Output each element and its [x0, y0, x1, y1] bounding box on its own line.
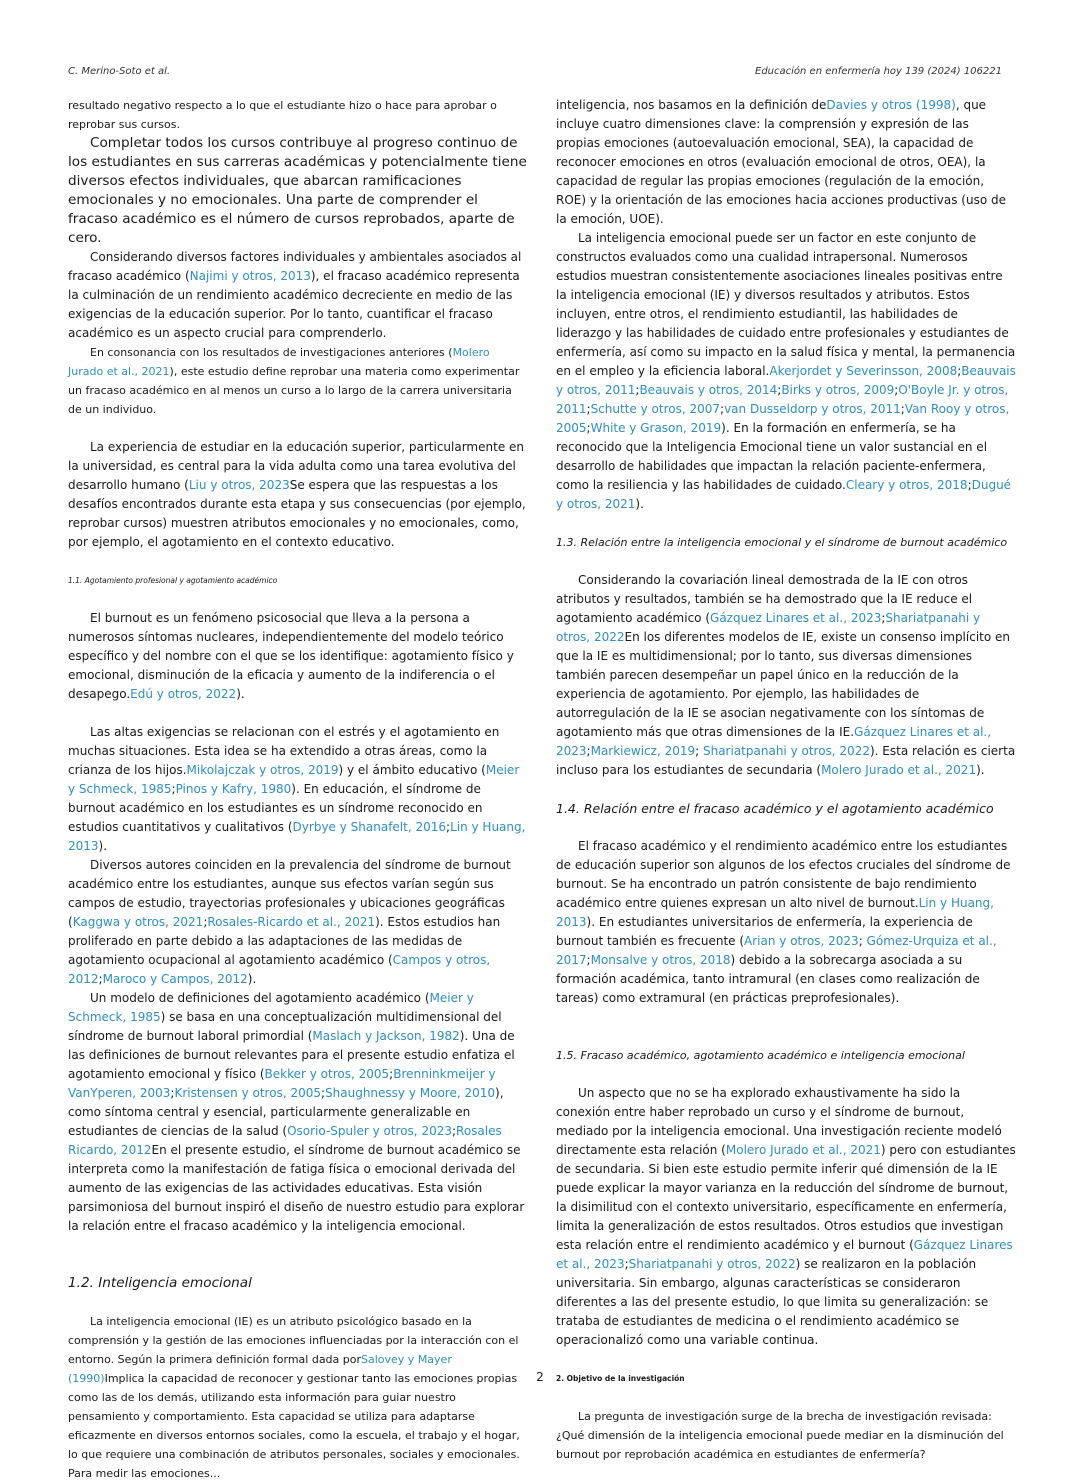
text-run: ; [586, 744, 591, 758]
citation-link[interactable]: Brenninkmeijer y VanYperen, 2003 [68, 1067, 496, 1100]
text-run: ). En estudiantes universitarios de enfermería, la experiencia de burnout también es frecuente ( [556, 915, 973, 948]
citation-link[interactable]: Gómez-Urquiza et al., 2017 [556, 934, 997, 967]
text-run: ) y el ámbito educativo ( [338, 763, 486, 777]
section-heading: 1.3. Relación entre la inteligencia emocional y el síndrome de burnout académico [556, 536, 1008, 549]
citation-link[interactable]: Campos y otros, 2012 [68, 953, 491, 986]
text-run: ; [635, 383, 640, 397]
citation-link[interactable]: Pinos y Kafry, 1980 [175, 782, 292, 796]
text-run: ) pero con estudiantes de secundaria. Si bien este estudio permite inferir qué dimensión de la IE puede explicar la mayor varianza en la reducción del síndrome de burnout, la disimilitud con el contexto universitario, específicamente en enfermería, limita la generalización de estos resultados. Otros estudios que investigan esta relación entre el rendimiento académico y el burnout ( [556, 1143, 1016, 1252]
citation-link[interactable]: Markiewicz, 2019 [590, 744, 696, 758]
citation-link[interactable]: Molero Jurado et al., 2021 [68, 346, 490, 378]
text-run: En consonancia con los resultados de investigaciones anteriores ( [90, 346, 453, 359]
citation-link[interactable]: Kaggwa y otros, 2021 [72, 915, 204, 929]
text-run: El fracaso académico y el rendimiento académico entre los estudiantes de educación superior son algunos de los efectos cruciales del síndrome de burnout. Se ha encontrado un patrón consistente de bajo rendimiento académico entre quienes expresan un alto nivel de burnout. [556, 839, 1011, 910]
text-run: ; [320, 1086, 326, 1100]
citation-link[interactable]: Gázquez Linares et al., 2023 [556, 1238, 1013, 1271]
section-heading: 2. Objetivo de la investigación [556, 1374, 685, 1383]
text-run: ; [858, 934, 867, 948]
paragraph [556, 571, 1016, 780]
section-heading: 1.1. Agotamiento profesional y agotamiento académico [68, 576, 278, 585]
text-run: ). Una de las definiciones de burnout relevantes para el presente estudio enfatiza el agotamiento emocional y físico ( [68, 1029, 515, 1081]
text-run: ; [451, 1124, 457, 1138]
paragraph: La pregunta de investigación surge de la brecha de investigación revisada: ¿Qué dimensión de la inteligencia emocional puede mediar en la disminución del burnout por reprobación académica en estudiantes de enfermería? [556, 1410, 1004, 1461]
citation-link[interactable]: Liu y otros, 2023 [188, 478, 290, 492]
citation-link[interactable]: Maroco y Campos, 2012 [102, 972, 248, 986]
text-run: Considerando diversos factores individuales y ambientales asociados al fracaso académico ( [68, 250, 522, 283]
section-heading: 1.2. Inteligencia emocional [68, 1275, 252, 1291]
text-run: ). [247, 972, 257, 986]
citation-link[interactable]: White y Grason, 2019 [590, 421, 722, 435]
text-run: ) se realizaron en la población universitaria. Sin embargo, algunas características se consideraron diferentes a las del presente estudio, lo que limita su generalización: se trataba de estudiantes de medicina o el rendimiento académico se operacionalizó como una variable continua. [556, 1257, 989, 1347]
text-run: ; [389, 1067, 394, 1081]
citation-link[interactable]: Shariatpanahi y otros, 2022 [556, 611, 981, 644]
text-run: ). Estos estudios han proliferado en parte debido a las adaptaciones de las medidas de agotamiento ocupacional al agotamiento académico ( [68, 915, 501, 967]
paragraph: Completar todos los cursos contribuye al progreso continuo de los estudiantes en sus carreras académicas y potencialmente tiene diversos efectos individuales, que abarcan ramificaciones emocionales y no emocionales. Una parte de comprender el fracaso académico es el número de cursos reprobados, aparte de cero. [68, 135, 527, 246]
paragraph: resultado negativo respecto a lo que el estudiante hizo o hace para aprobar o reprobar sus cursos. [68, 99, 497, 131]
text-run: En los diferentes modelos de IE, existe un consenso implícito en que la IE es multidimensional; por lo tanto, sus diversas dimensiones también parecen desempeñar un papel único en la reducción de la experiencia de agotamiento. Por ejemplo, las habilidades de autorregulación de la IE se asocian negativamente con los síntomas de agotamiento más que otras dimensiones de la IE. [556, 630, 1011, 739]
text-run: ), este estudio define reprobar una materia como experimentar un fracaso académico en al menos un curso a lo largo de la carrera universitaria de un individuo. [68, 365, 520, 416]
text-run: ) debido a la sobrecarga asociada a su formación académica, tanto intramural (en clases como realización de tareas) como extramural (en prácticas preprofesionales). [556, 953, 980, 1005]
citation-link[interactable]: Monsalve y otros, 2018 [590, 953, 731, 967]
text-run: ). [976, 763, 985, 777]
paragraph [556, 837, 1016, 1008]
running-head-journal: Educación en enfermería hoy 139 (2024) 106221 [755, 66, 1002, 77]
citation-link[interactable]: Arian y otros, 2023 [744, 934, 859, 948]
citation-link[interactable]: Najimi y otros, 2013 [189, 269, 311, 283]
citation-link[interactable]: Dyrbye y Shanafelt, 2016 [292, 820, 447, 834]
text-run: ; [900, 402, 905, 416]
section-heading: 1.5. Fracaso académico, agotamiento académico e inteligencia emocional [556, 1049, 965, 1062]
citation-link[interactable]: Van Rooy y otros, 2005 [556, 402, 1010, 435]
citation-link[interactable]: Rosales Ricardo, 2012 [68, 1124, 502, 1157]
text-run: ), como síntoma central y esencial, particularmente generalizable en estudiantes de ciencias de la salud ( [68, 1086, 504, 1138]
citation-link[interactable]: Kristensen y otros, 2005 [174, 1086, 321, 1100]
citation-link[interactable]: Osorio-Spuler y otros, 2023 [287, 1124, 452, 1138]
citation-link[interactable]: Akerjordet y Severinsson, 2008 [769, 364, 958, 378]
text-run: Un modelo de definiciones del agotamiento académico ( [90, 991, 430, 1005]
citation-link[interactable]: Schutte y otros, 2007 [590, 402, 721, 416]
text-run: ; [894, 383, 899, 397]
text-run: Las altas exigencias se relacionan con el estrés y el agotamiento en muchas situaciones. Esta idea se ha extendido a otras áreas, como la crianza de los hijos. [68, 725, 500, 777]
citation-link[interactable]: Lin y Huang, 2013 [556, 896, 994, 929]
text-run: Implica la capacidad de reconocer y gestionar tanto las emociones propias como las de los demás, utilizando esta información para guiar nuestro pensamiento y comportamiento. Esta capacidad se utiliza para adaptarse eficazmente en diversos entornos sociales, como la escuela, el trabajo y el hogar, lo que requiere una combinación de atributos personales, sociales y emocionales. Para medir las emociones... [68, 1372, 520, 1480]
text-run: ; [586, 421, 591, 435]
citation-link[interactable]: Salovey y Mayer (1990) [68, 1353, 452, 1385]
text-run: ). En educación, el síndrome de burnout académico en los estudiantes es un síndrome reconocido en estudios cuantitativos y cualitativos ( [68, 782, 483, 834]
text-run: ). [98, 839, 108, 853]
paragraph [68, 723, 528, 856]
citation-link[interactable]: Shaughnessy y Moore, 2010 [325, 1086, 496, 1100]
citation-link[interactable]: Gázquez Linares et al., 2023 [556, 725, 992, 758]
citation-link[interactable]: Birks y otros, 2009 [781, 383, 895, 397]
right-column [556, 96, 1016, 1464]
citation-link[interactable]: Meier y Schmeck, 1985 [68, 763, 520, 796]
citation-link[interactable]: Shariatpanahi y otros, 2022 [628, 1257, 796, 1271]
citation-link[interactable]: Davies y otros (1998) [826, 98, 956, 112]
citation-link[interactable]: Edú y otros, 2022 [130, 687, 237, 701]
text-run: ). [635, 497, 644, 511]
text-run: ; [777, 383, 782, 397]
citation-link[interactable]: Lin y Huang, 2013 [68, 820, 526, 853]
text-run: ; [586, 953, 591, 967]
text-run: Considerando la covariación lineal demostrada de la IE con otros atributos y resultados, también se ha demostrado que la IE reduce el agotamiento académico ( [556, 573, 973, 625]
text-run: ; [624, 1257, 629, 1271]
left-column [68, 96, 528, 1483]
text-run: Diversos autores coinciden en la prevalencia del síndrome de burnout académico entre los estudiantes, aunque sus efectos varían según sus campos de estudio, trayectorias profesionales y ubicaciones geográficas ( [68, 858, 511, 929]
citation-link[interactable]: Meier y Schmeck, 1985 [68, 991, 474, 1024]
citation-link[interactable]: Shariatpanahi y otros, 2022 [702, 744, 870, 758]
text-run: ). [236, 687, 245, 701]
paragraph [68, 438, 528, 552]
text-run: ; [171, 782, 176, 796]
text-run: ). En la formación en enfermería, se ha reconocido que la Inteligencia Emocional tiene un valor sustancial en el desarrollo de habilidades que impactan la relación paciente-enfermera, como la resiliencia y las habilidades de cuidado. [556, 421, 988, 492]
text-run: ), el fracaso académico representa la culminación de un rendimiento académico decreciente en medio de las exigencias de la educación superior. Por lo tanto, cuantificar el fracaso académico es un aspecto crucial para comprenderlo. [68, 269, 520, 340]
paragraph [556, 96, 1016, 229]
text-run: ; [170, 1086, 175, 1100]
citation-link[interactable]: Bekker y otros, 2005 [264, 1067, 390, 1081]
paragraph [68, 343, 528, 419]
text-run: El burnout es un fenómeno psicosocial que lleva a la persona a numerosos síntomas nucleares, independientemente del modelo teórico específico y del nombre con el que se los identifique: agotamiento físico y emocional, disminución de la eficacia y aumento de la indiferencia o el desapego. [68, 611, 514, 701]
text-run: Un aspecto que no se ha explorado exhaustivamente ha sido la conexión entre haber reprobado un curso y el síndrome de burnout, mediado por la inteligencia emocional. Una investigación reciente modeló directamente esta relación ( [556, 1086, 1002, 1157]
text-run: ; [446, 820, 451, 834]
text-run: ; [881, 611, 886, 625]
citation-link[interactable]: Cleary y otros, 2018 [845, 478, 968, 492]
section-heading: 1.4. Relación entre el fracaso académico y el agotamiento académico [556, 801, 994, 816]
citation-link[interactable]: Maslach y Jackson, 1982 [312, 1029, 460, 1043]
text-run: La experiencia de estudiar en la educación superior, particularmente en la universidad, es central para la vida adulta como una tarea evolutiva del desarrollo humano ( [68, 440, 525, 492]
text-run: inteligencia, nos basamos en la definición de [556, 98, 827, 112]
running-head-authors: C. Merino-Soto et al. [68, 66, 171, 77]
paragraph [556, 1084, 1016, 1350]
citation-link[interactable]: Molero Jurado et al., 2021 [821, 763, 977, 777]
citation-link[interactable]: Beauvais y otros, 2011 [556, 364, 1016, 397]
citation-link[interactable]: Dugué y otros, 2021 [556, 478, 1012, 511]
text-run: La inteligencia emocional (IE) es un atributo psicológico basado en la comprensión y la gestión de las emociones influenciadas por la interacción con el entorno. Según la primera definición formal dada por [68, 1315, 519, 1366]
paragraph [68, 609, 528, 704]
text-run: ; [720, 402, 725, 416]
citation-link[interactable]: Beauvais y otros, 2014 [639, 383, 778, 397]
paragraph [68, 856, 528, 989]
citation-link[interactable]: Gázquez Linares et al., 2023 [710, 611, 882, 625]
text-run: , que incluye cuatro dimensiones clave: la comprensión y expresión de las propias emociones (autoevaluación emocional, SEA), la capacidad de reconocer emociones en otros (evaluación emocional de otros, OEA), la capacidad de regular las propias emociones (regulación de la emoción, ROE) y la orientación de las emociones hacia acciones productivas (uso de la emoción, UOE). [556, 98, 1006, 226]
text-run: Se espera que las respuestas a los desafíos encontrados durante esta etapa y sus consecuencias (por ejemplo, reprobar cursos) muestren atributos emocionales y no emocionales, como, por ejemplo, el agotamiento en el contexto educativo. [68, 478, 526, 549]
citation-link[interactable]: Rosales-Ricardo et al., 2021 [207, 915, 376, 929]
citation-link[interactable]: Mikolajczak y otros, 2019 [186, 763, 339, 777]
text-run: ; [957, 364, 962, 378]
text-run: ; [98, 972, 103, 986]
text-run: En el presente estudio, el síndrome de burnout académico se interpreta como la manifestación de fatiga física o emocional derivada del aumento de las exigencias de las actividades educativas. Esta visión parsimoniosa del burnout inspiró el diseño de nuestro estudio para explorar la relación entre el fracaso académico y la inteligencia emocional. [68, 1143, 525, 1233]
citation-link[interactable]: O'Boyle Jr. y otros, 2011 [556, 383, 1009, 416]
paragraph [68, 989, 528, 1236]
text-run: ; [695, 744, 703, 758]
text-run: ; [586, 402, 591, 416]
text-run: ; [203, 915, 208, 929]
text-run: ) se basa en una conceptualización multidimensional del síndrome de burnout laboral primordial ( [68, 1010, 502, 1043]
paragraph [68, 248, 528, 343]
citation-link[interactable]: van Dusseldorp y otros, 2011 [724, 402, 901, 416]
text-run: La inteligencia emocional puede ser un factor en este conjunto de constructos evaluados como una cualidad intrapersonal. Numerosos estudios muestran consistentemente asociaciones lineales positivas entre la inteligencia emocional (IE) y diversos resultados y atributos. Estos incluyen, entre otros, el rendimiento estudiantil, las habilidades de liderazgo y las habilidades de cuidado entre profesionales y estudiantes de enfermería, así como su impacto en la salud física y mental, la permanencia en el empleo y la eficiencia laboral. [556, 231, 1016, 378]
text-run: ). Esta relación es cierta incluso para los estudiantes de secundaria ( [556, 744, 1016, 777]
paragraph [556, 229, 1016, 514]
citation-link[interactable]: Molero Jurado et al., 2021 [725, 1143, 881, 1157]
page-number: 2 [536, 1370, 544, 1384]
paragraph [68, 1312, 528, 1483]
text-run: ; [967, 478, 972, 492]
